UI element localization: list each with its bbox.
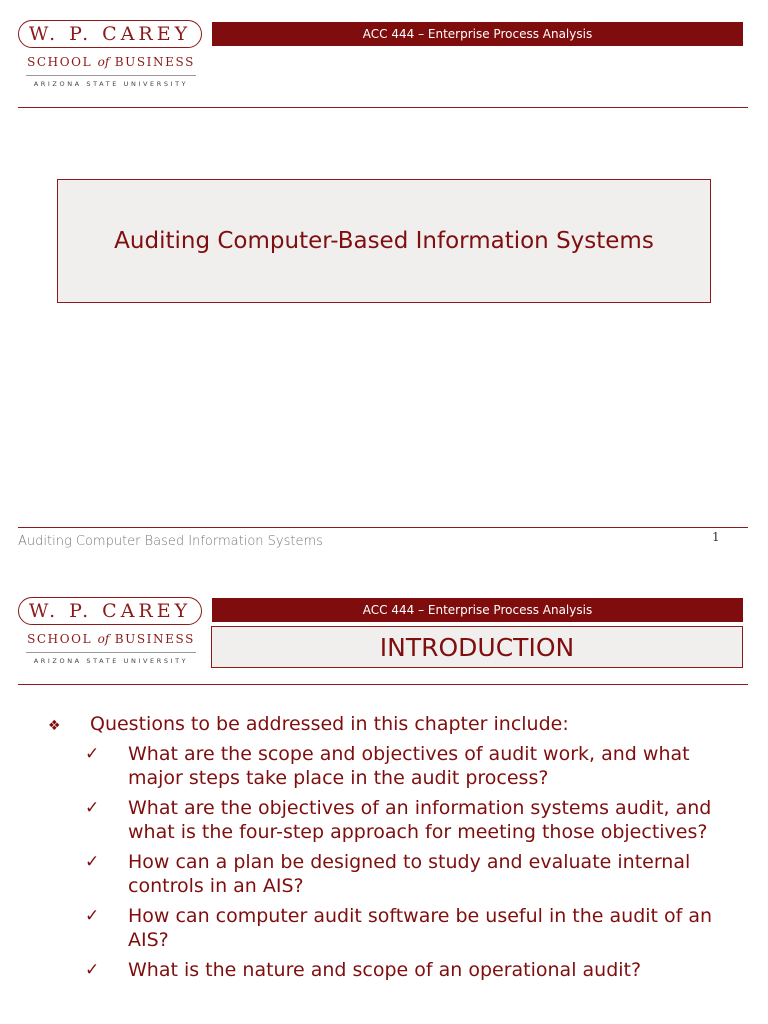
logo-university: ARIZONA STATE UNIVERSITY <box>33 657 189 665</box>
footer-divider <box>18 527 748 528</box>
logo-divider <box>26 75 196 76</box>
list-item <box>40 904 740 952</box>
lead-text: Questions to be addressed in this chapter include: <box>90 713 569 735</box>
list-item <box>40 850 740 898</box>
header-divider <box>18 684 748 685</box>
slide-body <box>40 712 740 982</box>
logo-divider <box>26 652 196 653</box>
question-text: What are the scope and objectives of audit work, and what major steps take place in the audit process? <box>128 743 690 789</box>
logo-name: W. P. CAREY <box>18 20 202 48</box>
course-header-bar: ACC 444 – Enterprise Process Analysis <box>212 22 743 46</box>
check-icon: ✓ <box>85 960 100 980</box>
logo-university: ARIZONA STATE UNIVERSITY <box>33 80 189 88</box>
check-icon: ✓ <box>85 798 100 818</box>
question-text: How can a plan be designed to study and evaluate internal controls in an AIS? <box>128 851 691 897</box>
list-item <box>40 796 740 844</box>
logo-school: SCHOOL of BUSINESS <box>27 632 195 646</box>
course-header-bar: ACC 444 – Enterprise Process Analysis <box>212 598 743 622</box>
check-icon: ✓ <box>85 852 100 872</box>
diamond-bullet-icon: ❖ <box>48 718 61 734</box>
header-divider <box>18 107 748 108</box>
page-number: 1 <box>712 530 720 544</box>
slide-title: Auditing Computer-Based Information Systems <box>57 179 711 303</box>
list-item <box>40 958 740 982</box>
list-item <box>40 742 740 790</box>
logo-school: SCHOOL of BUSINESS <box>27 55 195 69</box>
lead-item <box>40 712 740 736</box>
question-text: What are the objectives of an information systems audit, and what is the four-step approach for meeting those objectives? <box>128 797 712 843</box>
check-icon: ✓ <box>85 744 100 764</box>
slide-footer: Auditing Computer Based Information Systems <box>18 534 323 549</box>
slide-title: INTRODUCTION <box>211 626 743 668</box>
check-icon: ✓ <box>85 906 100 926</box>
question-text: What is the nature and scope of an operational audit? <box>128 959 642 981</box>
question-text: How can computer audit software be useful in the audit of an AIS? <box>128 905 713 951</box>
logo-name: W. P. CAREY <box>18 597 202 625</box>
